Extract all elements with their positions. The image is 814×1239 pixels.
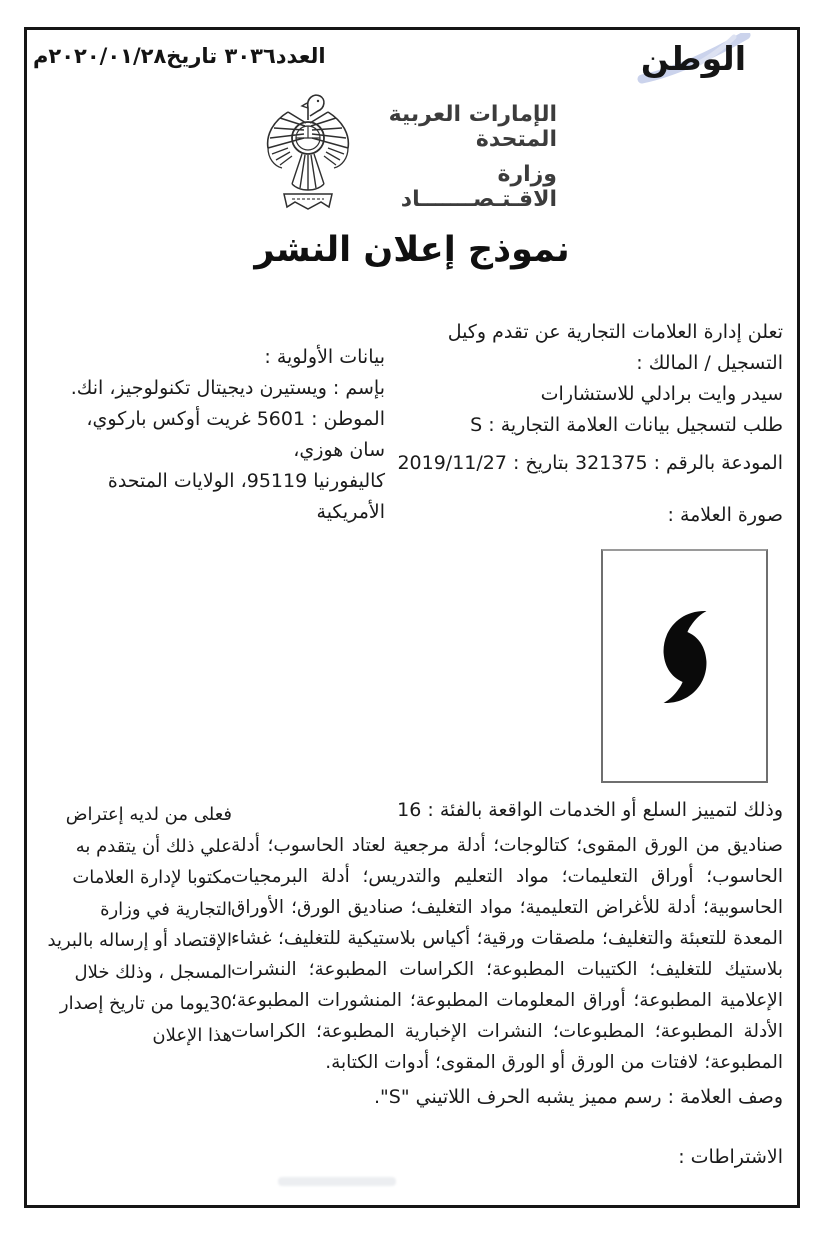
mark-description-line: وصف العلامة : رسم مميز يشبه الحرف اللاتيني "S".: [374, 1086, 783, 1108]
newspaper-logo-text: الوطن: [640, 39, 746, 78]
objection-notice: فعلى من لديه إعتراض علي ذلك أن يتقدم به مكتوبا لإدارة العلامات التجارية في وزارة الإقتصاد أو إرساله بالبريد المسجل ، وذلك خلال 30يوما من تاريخ إصدار هذا الإعلان: [47, 804, 232, 1046]
newspaper-logo: [634, 33, 752, 85]
announcement-intro: تعلن إدارة العلامات التجارية عن تقدم وكيل التسجيل / المالك :: [447, 321, 783, 374]
scan-smudge-artifact: [278, 1177, 396, 1186]
country-name: الإمارات العربية المتحدة: [388, 102, 557, 152]
priority-address-line2: كاليفورنيا 95119، الولايات المتحدة الأمريكية: [107, 470, 385, 523]
stylized-s-mark-icon: [647, 607, 723, 707]
ministry-name: وزارة الاقـتـصـــــــاد: [400, 162, 557, 212]
priority-heading: بيانات الأولوية :: [264, 346, 385, 368]
masthead: [352, 102, 557, 212]
uae-falcon-emblem-icon: [262, 90, 354, 218]
classification-intro: وذلك لتمييز السلع أو الخدمات الواقعة بالفئة : 16: [397, 799, 783, 821]
priority-address-line1: الموطن : 5601 غريت أوكس باركوي، سان هوزي،: [86, 408, 385, 461]
trademark-image-box: [601, 549, 768, 783]
form-title: نموذج إعلان النشر: [254, 230, 570, 270]
filing-number-line: المودعة بالرقم : 321375 بتاريخ : 2019/11/27: [397, 452, 783, 474]
goods-list-paragraph: صناديق من الورق المقوى؛ كتالوجات؛ أدلة مرجعية لعتاد الحاسوب؛ أدلة الحاسوب؛ أوراق التعليمات؛ مواد التعليم والتدريس؛ أدلة البرمجيات الحاسوبية؛ أدلة للأغراض التعليمية؛ مواد التغليف؛ صناديق الورق؛ الأوراق المعدة للتعبئة والتغليف؛ ملصقات ورقية؛ أكياس بلاستيكية للتغليف؛ غشاء بلاستيك للتغليف؛ الكتيبات المطبوعة؛ الكراسات المطبوعة؛ النشرات الإعلامية المطبوعة؛ أوراق المعلومات المطبوعة؛ المنشورات المطبوعة؛ الأدلة المطبوعة؛ المطبوعات؛ النشرات الإخبارية المطبوعة؛ الكراسات المطبوعة؛ لافتات من الورق أو الورق المقوى؛ أدوات الكتابة.: [231, 835, 783, 1073]
mark-image-label: صورة العلامة :: [667, 504, 783, 526]
conditions-label: الاشتراطات :: [678, 1146, 783, 1168]
issue-date-line: العدد٣٠٣٦ تاريخ٢٠٢٠/٠١/٢٨م: [33, 44, 326, 68]
priority-name-line: بإسم : ويستيرن ديجيتال تكنولوجيز، انك.: [70, 377, 385, 399]
announcement-block: [391, 317, 783, 441]
priority-block: [50, 342, 385, 528]
registration-request-line: طلب لتسجيل بيانات العلامة التجارية : S: [470, 414, 783, 436]
applicant-name: سيدر وايت برادلي للاستشارات: [540, 383, 783, 405]
